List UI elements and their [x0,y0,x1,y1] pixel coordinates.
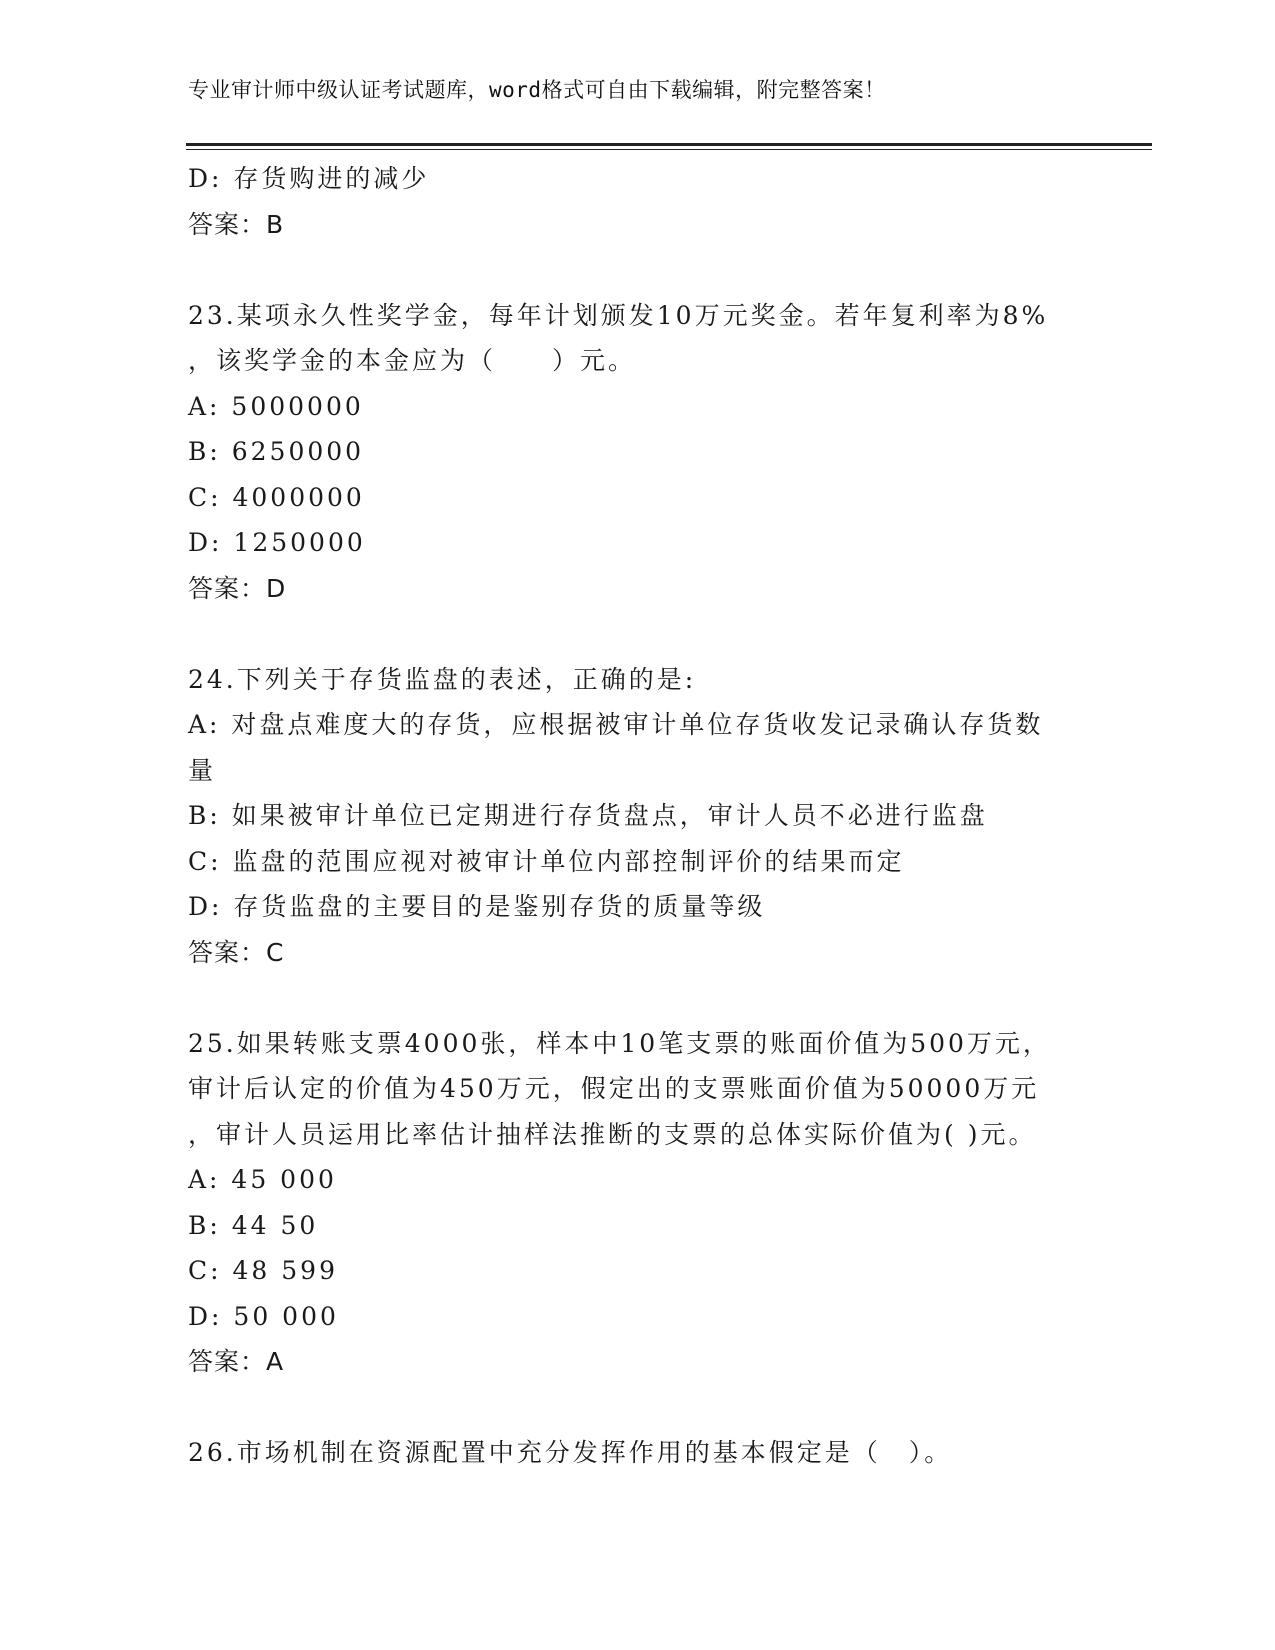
question-26 [188,1430,1088,1476]
header-rule-thin [186,149,1152,150]
header-rule-thick [186,143,1152,146]
answer-line: 答案：A [188,1347,285,1376]
option-d: D: 存货购进的减少 [188,164,430,193]
question-24 [188,657,1088,976]
spacer [188,611,1088,657]
question-stem: 审计后认定的价值为450万元，假定出的支票账面价值为50000万元 [188,1074,1040,1103]
spacer [188,1385,1088,1431]
previous-question-tail [188,156,1088,247]
answer-line: 答案：D [188,573,287,603]
option-b: B: 如果被审计单位已定期进行存货盘点，审计人员不必进行监盘 [188,801,988,830]
spacer [188,975,1088,1021]
answer-line: 答案：C [188,937,285,967]
page-header: 专业审计师中级认证考试题库，word格式可自由下载编辑，附完整答案！ [188,78,886,102]
option-d: D: 1250000 [188,528,366,557]
question-stem: 25.如果转账支票4000张，样本中10笔支票的账面价值为500万元， [188,1028,1051,1058]
question-stem: 23.某项永久性奖学金，每年计划颁发10万元奖金。若年复利率为8% [188,300,1049,330]
option-c: C: 4000000 [188,482,365,512]
option-b: B: 44 50 [188,1210,319,1240]
option-a: A: 5000000 [188,391,364,421]
option-a: A: 对盘点难度大的存货，应根据被审计单位存货收发记录确认存货数 [188,710,1044,739]
content [188,156,1088,1476]
option-d: D: 50 000 [188,1301,339,1331]
question-23 [188,293,1088,612]
option-c: C: 48 599 [188,1256,338,1285]
question-stem: ，该奖学金的本金应为（ ）元。 [188,346,637,375]
question-stem: 26.市场机制在资源配置中充分发挥作用的基本假定是（ ）。 [188,1438,953,1467]
option-a-continued: 量 [188,755,217,785]
spacer [188,247,1088,293]
question-stem: 24.下列关于存货监盘的表述，正确的是: [188,664,697,694]
answer-line: 答案：B [188,209,285,239]
question-stem: ，审计人员运用比率估计抽样法推断的支票的总体实际价值为( )元。 [188,1119,1037,1149]
option-d: D: 存货监盘的主要目的是鉴别存货的质量等级 [188,892,766,921]
option-b: B: 6250000 [188,437,365,466]
option-a: A: 45 000 [188,1165,337,1194]
question-25 [188,1021,1088,1385]
option-c: C: 监盘的范围应视对被审计单位内部控制评价的结果而定 [188,846,905,876]
